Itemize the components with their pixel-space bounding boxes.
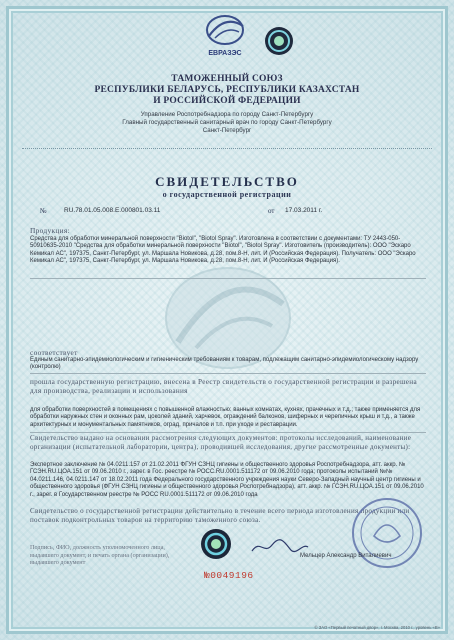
registration-heading: прошла государственную регистрацию, внесена в Реестр свидетельств о государственной регистрации и разрешена для производства, реализации и использования [30,378,417,395]
customs-union-title [20,74,434,107]
union-line: ТАМОЖЕННЫЙ СОЮЗ [171,74,283,84]
certificate-subtitle: о государственной регистрации [162,190,292,199]
section-rule [30,432,426,433]
registration-date: 17.03.2011 г. [285,207,323,214]
section-rule [30,373,426,374]
issuing-authority [20,111,434,135]
validity-text: Свидетельство о государственной регистрации действительно в течение всего периода изготовления продукции или поставок подконтрольных товаров на территорию таможенного союза. [30,507,410,524]
union-line: РЕСПУБЛИКИ БЕЛАРУСЬ, РЕСПУБЛИКИ КАЗАХСТАН [94,85,360,95]
hologram-badge-icon [264,26,294,56]
emblem-label: ЕВРАЗЭС [208,50,242,57]
serial-number: №0049196 [204,570,254,581]
header-divider [22,148,432,149]
authority-line: Главный государственный санитарный врач по городу Санкт-Петербургу [122,119,332,126]
printer-credit: © ЗАО «Первый печатный двор», г. Москва, 2010 г., уровень «В» [314,625,440,630]
registration-number: RU.78.01.05.008.Е.000801.03.11 [64,207,161,214]
certificate-title: СВИДЕТЕЛЬСТВО [155,174,299,189]
usage-text: для обработки поверхностей в помещениях с повышенной влажностью: ванных комнатах, кухнях, прачечных и т.д.; также применяется для обработки наружных стен и оконных рам, цоколей зданий, харчевок, ограждений балконов, шиферных и черепичных крыш и т.д., а также архитектурных и монументальных памятников, оград, причалов и т.п. при уходе и реставрации. [30,407,421,428]
signature-label: Подпись, ФИО, должность уполномоченного лица, выдавшего документ, и печать органа (организации), выдавшего документ [30,544,170,566]
hologram-sticker-icon [200,528,232,560]
documents-text: Экспертное заключение № 04.0211.157 от 21.02.2011 ФГУН СЗНЦ гигиены и общественного здоровья Роспотребнадзора, атт. аккр. № ГСЭН.RU.ЦОА.151 от 09.06.2010 г., зарег. в Гос. реестре № РОСС.RU.0001.511172 от 09.06.2010 года; протоколы испытаний №№ 04.0211.146, 04.0211.147 от 18.02.2011 года Федерального государственного учреждения науки Северо-Западный научный центр гигиены и общественного здоровья (ФГУН СЗНЦ гигиены и общественного здоровья Роспотребнадзора), атт. аккр. № ГСЭН.RU.ЦОА.151 от 09.06.2010 г., зарег. в Государственном реестре № РОСС RU.0001.511172 от 09.06.2010 года [30,462,424,498]
eurasec-emblem-icon [193,12,257,58]
product-heading: Продукция: [30,226,70,235]
number-label: № [40,207,47,215]
authority-line: Санкт-Петербург [202,127,252,134]
date-label: от [268,207,275,215]
union-line: И РОССИЙСКОЙ ФЕДЕРАЦИИ [153,96,301,106]
conformity-heading: соответствует [30,348,78,357]
section-rule [30,278,426,279]
documents-heading: Свидетельство выдано на основании рассмотрения следующих документов: протоколы исследований, наименование организации (испытательной лаборатории, центра), проводившей исследования, другие рассмотренные документы): [30,434,412,451]
product-description: Средства для обработки минеральной поверхности "Biotol", "Biotol Spray". Изготовлена в соответствии с документами: ТУ 2443-050-50910635-2010 "Средства для обработки минеральной поверхности "Biotol", "Biotol Spray". Изготовитель (производитель): ООО "Эскаро Кемикал АС", 197375, Санкт-Петербург, ул. Маршала Новикова, д.28, пом.8-Н, лит. И (Российская Федерация). Получатель: ООО "Эскаро Кемикал АС", 197375, Санкт-Петербург, ул. Маршала Новикова, д.28, пом.8-Н, лит. И (Российская Федерация). [30,236,416,265]
signer-name: Мельцер Александр Виталиевич [300,553,392,559]
conformity-text: Единым санитарно-эпидемиологическим и гигиеническим требованиям к товарам, подлежащим санитарно-эпидемиологическому надзору (контролю) [30,357,419,371]
authority-line: Управление Роспотребнадзора по городу Санкт-Петербургу [140,111,314,118]
